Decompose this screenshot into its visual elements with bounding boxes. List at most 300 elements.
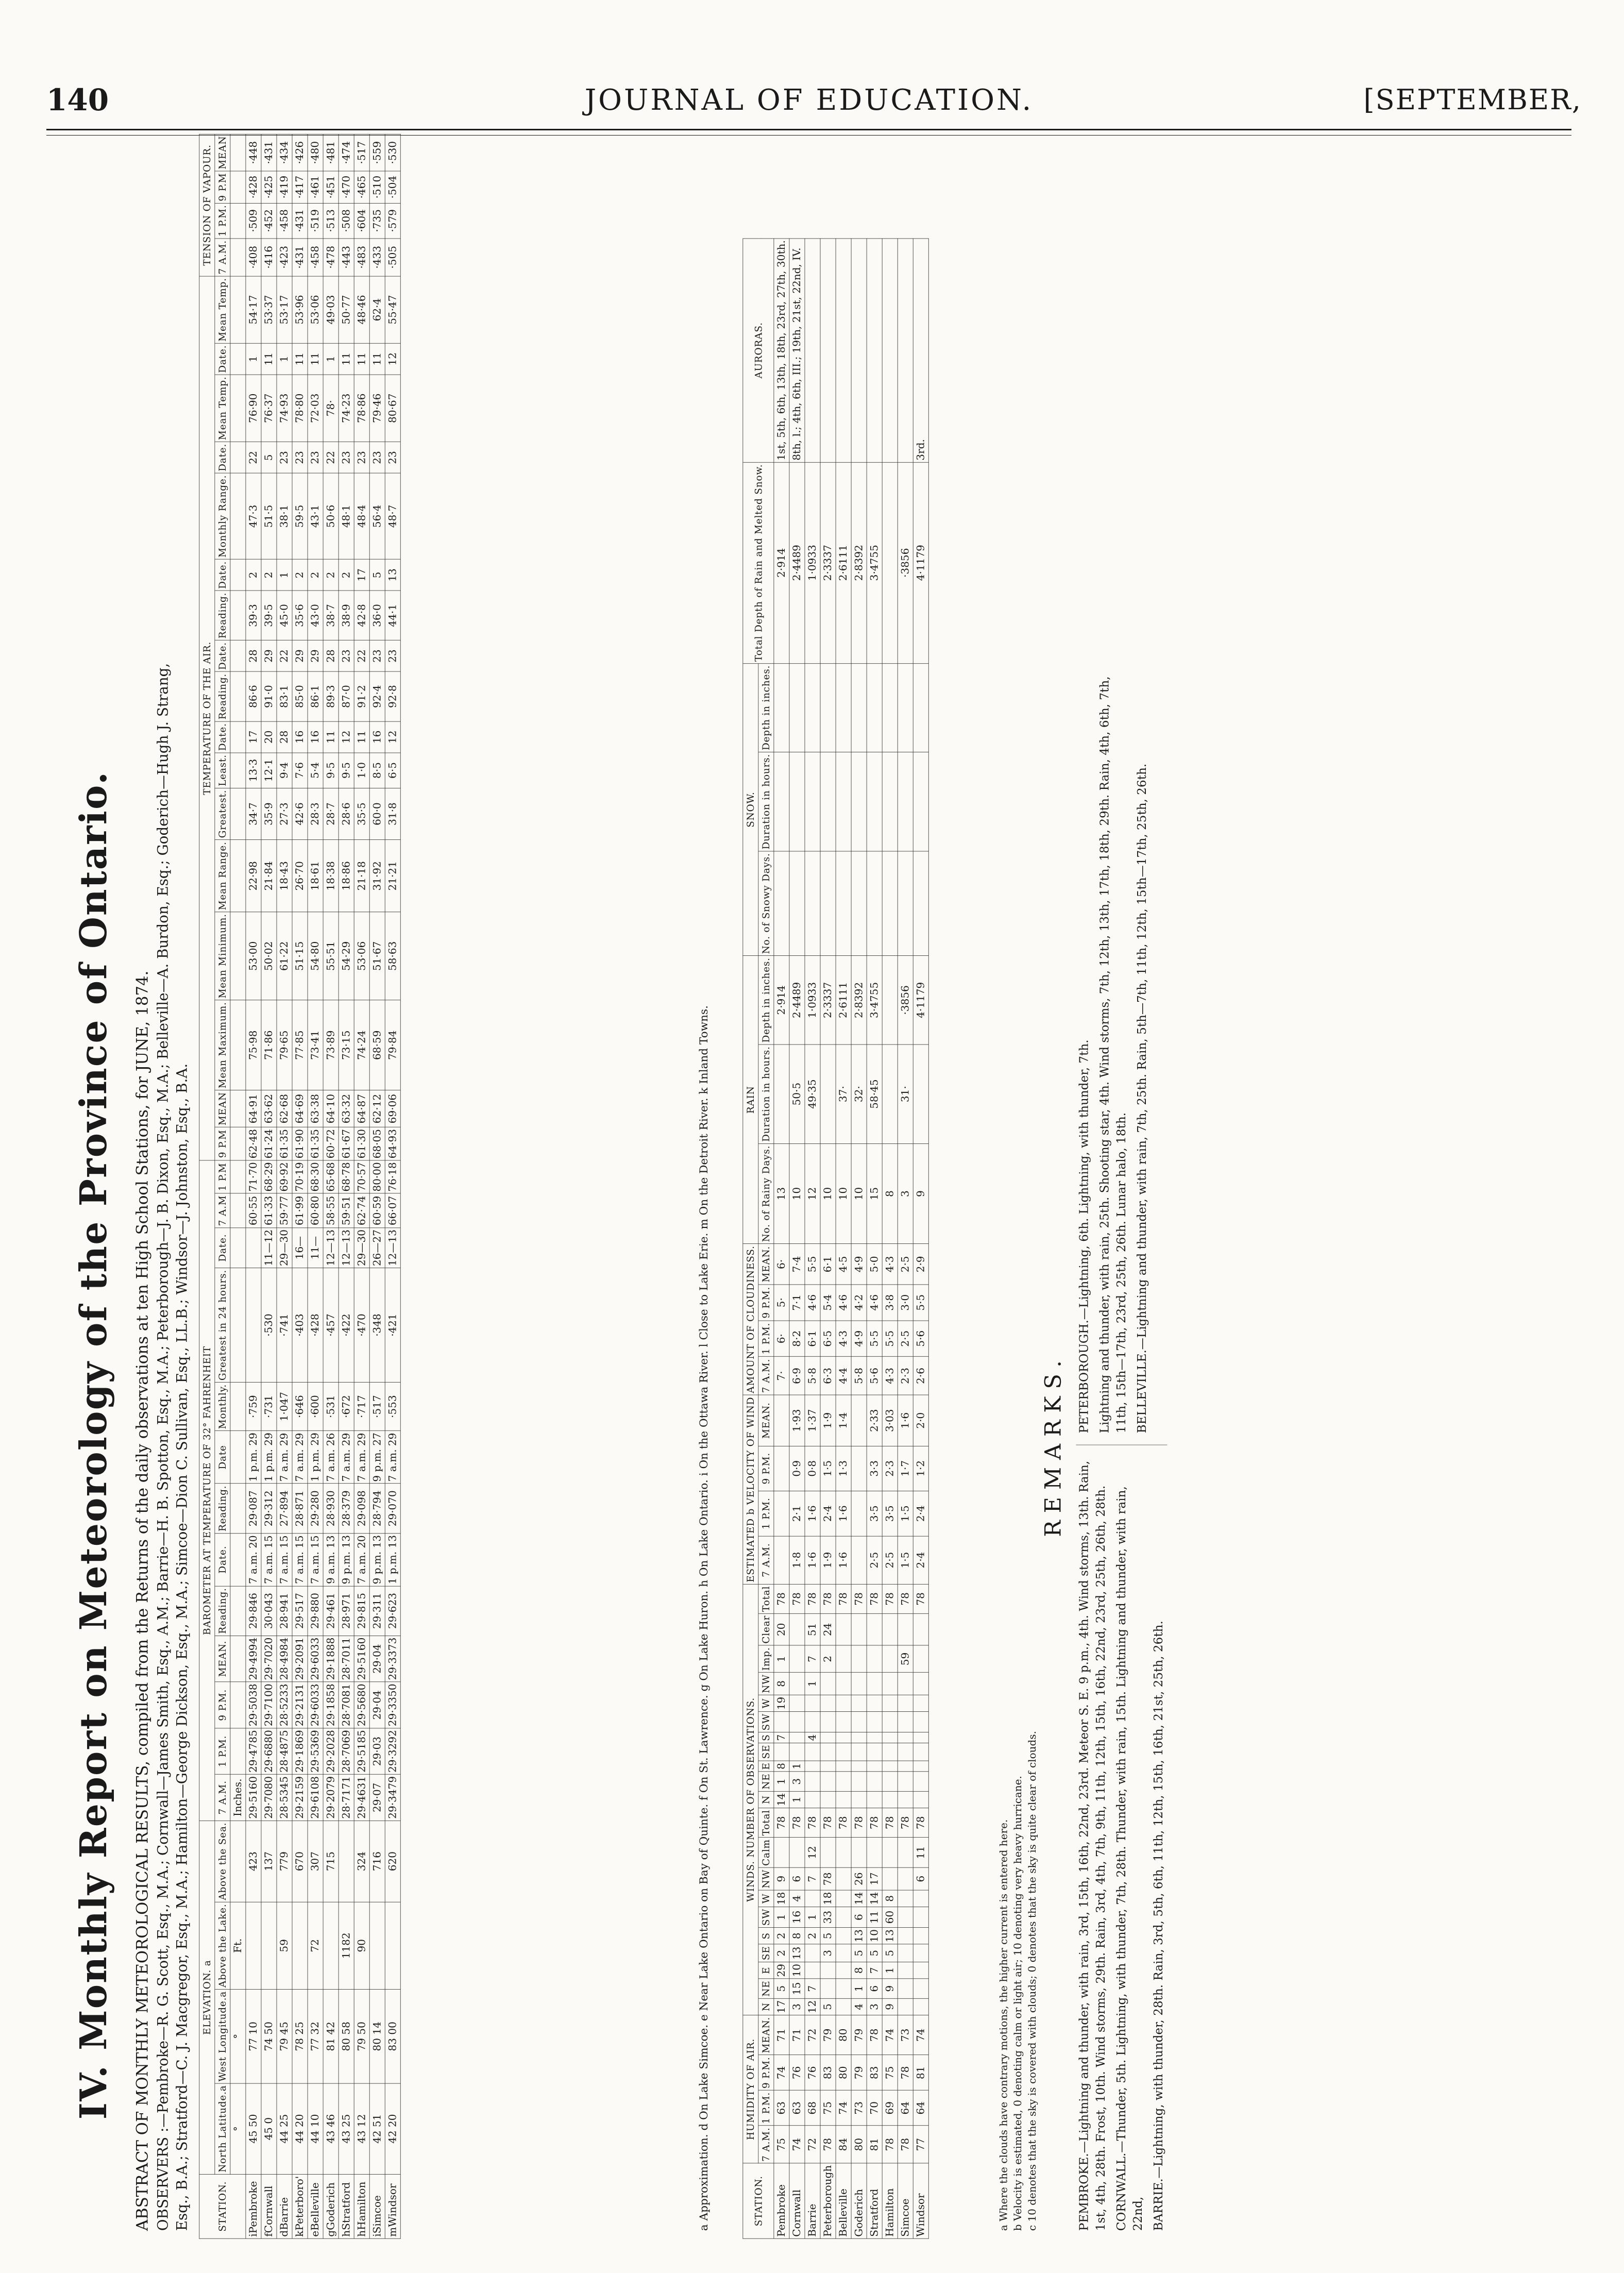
table2-column-header: N [758,1791,774,1808]
table1-cell: 55·51 [323,912,339,1000]
rotated-content-frame [72,134,1566,2247]
table1-cell: 7 a.m. 15 [308,1533,323,1586]
table1-unit-cell: Inches. [230,1774,246,1821]
table2-column-header: Duration in hours. [758,1045,774,1143]
table2-row [836,239,851,2238]
precipitation-cell [882,663,898,752]
surface-current-cell: 6 [867,1979,882,1998]
table1-cell: ·483 [354,239,369,276]
table1-cell: 29·3373 [385,1636,400,1682]
table1-cell: 17 [246,721,261,753]
table1-cell: ·510 [369,171,385,203]
table1-cell: 45·0 [277,591,292,640]
table2-column-header: Clear [758,1613,774,1645]
precipitation-cell: 2·8392 [851,462,867,663]
precipitation-cell: ·3856 [898,462,913,663]
table1-cell: 324 [354,1821,369,1902]
precipitation-cell [805,663,820,752]
table1-cell: 73·41 [308,1000,323,1090]
table1-cell: 13·3 [246,753,261,788]
table2-column-header: MEAN. [758,1395,774,1446]
cloud-motion-cell [867,1761,882,1772]
table1-cell: 76·18 [385,1160,400,1193]
table1-unit-cell [230,1431,246,1484]
surface-current-cell: 13 [789,1944,805,1962]
surface-current-cell [882,1867,898,1890]
table1-cell: 38·7 [323,591,339,640]
table1-cell: 7 a.m. 20 [354,1533,369,1586]
table1-cell: 12—13 [339,1228,354,1268]
table1-cell: ·731 [261,1383,277,1431]
table1-cell: 64·87 [354,1090,369,1127]
table1-cell: 29·03 [369,1728,385,1775]
table1-cell: 34·7 [246,788,261,840]
precipitation-cell: 13 [774,1143,789,1243]
cloud-motion-cell [867,1743,882,1761]
table1-cell: 43 12 [354,2083,369,2174]
table1-row [369,134,385,2238]
humidity-cell: 75 [774,2126,789,2163]
precipitation-cell [851,752,867,851]
table1-column-header: Least. [215,753,230,788]
precipitation-cell [836,851,851,956]
table1-cell: 48·7 [385,473,400,559]
remark-paragraph: PETERBOROUGH.—Lightning, 6th. Lightning, with thunder, 7th. [1077,1039,1091,1434]
table1-cell: 29·07 [369,1774,385,1821]
cloudiness-cell: 6· [774,1244,789,1285]
station-name: iPembroke [246,2174,261,2238]
humidity-cell: 83 [867,2055,882,2091]
wind-velocity-cell: 3·5 [867,1491,882,1536]
table1-unit-cell [230,1728,246,1775]
cloud-motion-cell [898,1743,913,1761]
humidity-cell: 80 [836,2055,851,2091]
surface-current-cell [836,1962,851,1979]
station-name: Cornwall [789,2163,805,2238]
cloudiness-cell: 5·5 [882,1321,898,1357]
wind-velocity-cell: 1·6 [805,1536,820,1584]
table1-cell: 1 p.m. 13 [385,1533,400,1586]
table1-cell: 42·8 [354,591,369,640]
table1-cell: 42 20 [385,2083,400,2174]
table1-cell: 35·6 [292,591,308,640]
table2-column-header: SE [758,1743,774,1761]
humidity-cell: 63 [774,2091,789,2126]
cloud-motion-cell [851,1743,867,1761]
cloudiness-cell: 6·1 [820,1244,836,1285]
table1-cell: 23 [369,442,385,473]
surface-current-cell: 17 [867,1867,882,1890]
table1-cell: 29·6033 [308,1682,323,1728]
table2-column-header: 1 P.M. [758,1321,774,1357]
precipitation-cell: 31· [898,1045,913,1143]
table1-cell: 61·99 [292,1193,308,1228]
table1-cell: 28·3 [308,788,323,840]
table1-cell: 29·815 [354,1586,369,1636]
cloud-motion-cell [898,1761,913,1772]
table1-column-header: 9 P.M [215,1127,230,1160]
table1-column-header: 1 P.M [215,1160,230,1193]
surface-current-cell: 78 [774,1808,789,1838]
table1-cell: ·646 [292,1383,308,1431]
table1-cell: 64·69 [292,1090,308,1127]
table2-row [867,239,882,2238]
cloud-motion-cell [882,1772,898,1791]
auroras-header: AURORAS. [743,239,774,462]
precipitation-cell: ·3856 [898,956,913,1045]
surface-current-cell [836,1838,851,1868]
table1-cell: 11 [323,721,339,753]
table1-cell: 29 [308,641,323,672]
table1-cell: 54·80 [308,912,323,1000]
table1-column-header: Date. [215,343,230,375]
table1-unit-cell [230,1193,246,1228]
wind-velocity-cell: 1·5 [820,1446,836,1491]
table1-cell: 1 [323,343,339,375]
table1-cell: 29·5185 [354,1728,369,1775]
table1-cell: 8·5 [369,753,385,788]
table1-cell: 54·29 [339,912,354,1000]
table1-column-header: Date. [215,1533,230,1586]
table1-cell: 50·02 [261,912,277,1000]
wind-velocity-cell: 1·9 [820,1536,836,1584]
table2-row [774,239,789,2238]
precipitation-cell [774,851,789,956]
cloudiness-cell: 6·9 [789,1357,805,1395]
cloudiness-cell: 6·1 [805,1321,820,1357]
precipitation-cell [882,1045,898,1143]
surface-current-cell: 78 [867,1808,882,1838]
table1-cell: 53·37 [261,276,277,343]
cloud-motion-cell [851,1695,867,1711]
table1-cell: 29·5369 [308,1728,323,1775]
surface-current-cell [913,1928,928,1944]
table1-cell: 12 [339,721,354,753]
table1-cell: ·604 [354,203,369,239]
surface-current-cell [898,1944,913,1962]
cloud-motion-cell: 7 [805,1645,820,1673]
cloud-motion-cell [867,1732,882,1743]
table1-cell: 29·5160 [354,1636,369,1682]
table1-cell: 29—30 [277,1228,292,1268]
table1-cell: ·451 [323,171,339,203]
station-name: mWindsor [385,2174,400,2238]
table1-cell: 29·7080 [261,1774,277,1821]
table1-cell: 2 [323,559,339,591]
table1-cell: 45 50 [246,2083,261,2174]
surface-current-cell: 33 [820,1907,836,1927]
humidity-cell: 74 [774,2055,789,2091]
surface-current-cell: 2 [774,1928,789,1944]
cloud-motion-cell [805,1791,820,1808]
table1-cell: 70·19 [292,1160,308,1193]
table1-cell: 28·5233 [277,1682,292,1728]
table1-cell: 59·51 [339,1193,354,1228]
rain-header: RAIN [743,956,758,1244]
precipitation-cell: 10 [836,1143,851,1243]
table1-cell: 29·5680 [354,1682,369,1728]
table1-cell: 62·68 [277,1090,292,1127]
footnote-c: c 10 denotes that the sky is covered with clouds; 0 denotes that the sky is quite clear of clouds. [1026,1730,1039,2231]
table1-cell: ·426 [292,134,308,171]
table1-cell: 50·6 [323,473,339,559]
table1-cell: 72 [308,1902,323,1989]
table1-cell: 77 32 [308,1990,323,2084]
cloud-motion-cell [820,1761,836,1772]
table2-column-header: 1 P.M. [758,2091,774,2126]
surface-current-cell: 1 [774,1907,789,1927]
cloud-motion-cell: 1 [774,1772,789,1791]
table1-cell: 80 58 [339,1990,354,2084]
cloudiness-cell: 3·0 [898,1285,913,1321]
table1-cell: 22 [354,641,369,672]
table1-cell: ·408 [246,239,261,276]
table1-cell: ·513 [323,203,339,239]
table1-column-header: Date. [215,1228,230,1268]
station-name: Simcoe [898,2163,913,2238]
table1-cell: 1182 [339,1902,354,1989]
table1-cell: 61·22 [277,912,292,1000]
cloud-motion-cell: 78 [820,1584,836,1613]
table1-cell: 29 [261,641,277,672]
aurora-dates [882,239,898,462]
wind-velocity-cell: 2·33 [867,1395,882,1446]
humidity-cell: 79 [820,2015,836,2055]
table1-cell: 16 [369,721,385,753]
cloud-motion-cell [913,1791,928,1808]
surface-current-cell [898,1928,913,1944]
cloud-motion-cell: 78 [882,1584,898,1613]
wind-velocity-cell: 2·4 [913,1491,928,1536]
surface-current-cell [913,1979,928,1998]
table1-cell: 9 p.m. 13 [339,1533,354,1586]
snow-header: SNOW. [743,663,758,955]
table1-cell: 21·84 [261,840,277,912]
table1-cell: 23 [292,442,308,473]
table1-cell: 61·67 [339,1127,354,1160]
surface-current-cell: 9 [774,1867,789,1890]
cloud-motion-cell [882,1645,898,1673]
cloud-motion-cell [789,1613,805,1645]
table1-cell: 74 50 [261,1990,277,2084]
table1-column-header: MEAN [215,1090,230,1127]
table2-column-header: W [758,1695,774,1711]
aurora-dates [805,239,820,462]
table2-column-header: W [758,1890,774,1907]
surface-current-cell: 3 [789,1998,805,2015]
table1-cell: ·428 [246,171,261,203]
table1-row [246,134,261,2238]
cloud-motion-cell: 78 [774,1584,789,1613]
precipitation-cell: 50·5 [789,1045,805,1143]
table1-cell: 51·67 [369,912,385,1000]
table1-unit-cell [230,840,246,912]
table1-cell: 29·2079 [323,1774,339,1821]
cloud-motion-cell [913,1712,928,1732]
surface-current-cell: 3 [867,1998,882,2015]
table1-cell: 29·2091 [292,1636,308,1682]
table1-column-header: 1 P.M. [215,1728,230,1775]
surface-current-cell: 2 [805,1928,820,1944]
table1-unit-cell [230,1533,246,1586]
cloudiness-cell: 5·5 [805,1244,820,1285]
table1-cell: 78· [323,375,339,442]
cloud-motion-cell [836,1673,851,1695]
table1-cell: 74·23 [339,375,354,442]
surface-current-cell [836,1979,851,1998]
station-name: kPeterboro' [292,2174,308,2238]
table1-cell: 7 a.m. 29 [354,1431,369,1484]
surface-current-cell: 14 [867,1890,882,1907]
surface-current-cell: 7 [867,1962,882,1979]
surface-current-cell: 14 [851,1890,867,1907]
cloud-motion-cell [898,1791,913,1808]
cloud-motion-cell [805,1761,820,1772]
cloud-motion-cell [836,1791,851,1808]
cloud-motion-cell [882,1761,898,1772]
humidity-cell: 78 [882,2126,898,2163]
surface-current-cell: 2 [774,1944,789,1962]
cloudiness-cell: 7·1 [789,1285,805,1321]
aurora-dates [820,239,836,462]
cloud-motion-cell [836,1743,851,1761]
surface-current-cell [913,1962,928,1979]
precipitation-cell: 49·35 [805,1045,820,1143]
cloud-motion-cell [851,1791,867,1808]
humidity-cell: 64 [913,2091,928,2126]
wind-velocity-cell: 2·0 [913,1395,928,1446]
precipitation-cell: 10 [820,1143,836,1243]
remarks-heading: REMARKS. [1040,1353,1067,1537]
cloudiness-cell: 2·5 [898,1321,913,1357]
table1-cell: 80·67 [385,375,400,442]
aurora-dates: 3rd. [913,239,928,462]
remark-paragraph: CORNWALL.—Thunder, 5th. Lightning, with thunder, 7th, 28th. Thunder, with rain, 15th. Lightning and thunder, with rain, 22nd, [1114,1486,1145,2231]
table1-cell: 1 p.m. 29 [246,1431,261,1484]
surface-current-cell: 10 [789,1962,805,1979]
table1-cell: 7 a.m. 29 [277,1431,292,1484]
cloud-motion-cell: 14 [774,1791,789,1808]
table1-cell: 62·48 [246,1127,261,1160]
cloud-motion-cell [882,1613,898,1645]
table1-cell: 29·04 [369,1682,385,1728]
table1-cell: 7 a.m. 15 [292,1533,308,1586]
table2-column-header: N [758,1998,774,2015]
table1-cell: 48·46 [354,276,369,343]
table1-cell: 12—13 [323,1228,339,1268]
surface-current-cell [898,1838,913,1868]
table1-cell: 81 42 [323,1990,339,2084]
report-title: IV. Monthly Report on Meteorology of the Province of Ontario. [72,770,115,2120]
table1-cell: 11—12 [261,1228,277,1268]
surface-current-cell: 5 [882,1944,898,1962]
table1-cell: 11 [308,343,323,375]
precipitation-cell [774,752,789,851]
table1-cell: 7 a.m. 29 [339,1431,354,1484]
table1-unit-cell [230,753,246,788]
table1-unit-cell [230,239,246,276]
humidity-cell: 79 [851,2055,867,2091]
cloud-motion-cell [898,1772,913,1791]
report-abstract: ABSTRACT OF MONTHLY METEOROLOGICAL RESULTS, compiled from the Returns of the daily observations at ten High School Stations, for JUNE, 1874. [133,970,152,2231]
table1-cell: 53·00 [246,912,261,1000]
table2-column-header: S [758,1732,774,1743]
cloud-motion-cell [867,1645,882,1673]
table1-cell: ·422 [339,1268,354,1382]
table1-cell [246,1268,261,1382]
table1-column-header: Reading. [215,1484,230,1533]
precipitation-cell: 3·4755 [867,462,882,663]
cloudiness-cell: 5·5 [913,1285,928,1321]
table1-cell: ·443 [339,239,354,276]
table2-column-header: No. of Rainy Days. [758,1143,774,1243]
table1-cell: ·403 [292,1268,308,1382]
table1-cell: 29·2159 [292,1774,308,1821]
table1-cell: ·517 [354,134,369,171]
wind-velocity-cell [851,1395,867,1446]
station-name: Goderich [851,2163,867,2238]
surface-current-cell [805,1944,820,1962]
cloud-motion-cell: 3 [789,1772,805,1791]
header-rule [46,129,1571,130]
surface-current-cell: 26 [851,1867,867,1890]
table1-row [323,134,339,2238]
cloud-motion-cell [836,1695,851,1711]
surface-current-cell: 1 [851,1979,867,1998]
table1-cell: 9 a.m. 13 [323,1533,339,1586]
precipitation-cell: 2·914 [774,956,789,1045]
table1-cell: 5·4 [308,753,323,788]
cloud-motion-cell [913,1673,928,1695]
table1-cell: 18·43 [277,840,292,912]
cloudiness-cell: 4·3 [882,1357,898,1395]
table1-unit-cell: Ft. [230,1902,246,1989]
cloudiness-cell: 4·9 [851,1321,867,1357]
cloudiness-cell: 5·6 [913,1321,928,1357]
precipitation-cell [820,851,836,956]
cloud-motion-cell [836,1613,851,1645]
table1-cell: ·461 [308,171,323,203]
humidity-cell: 80 [836,2015,851,2055]
surface-current-cell: 78 [820,1808,836,1838]
precipitation-cell [836,663,851,752]
remark-paragraph: PEMBROKE.—Lightning and thunder, with rain, 3rd, 15th, 16th, 22nd, 23rd. Meteor S. E. 9 p.m., 4th. Wind storms, 13th. Rain, 1st, 4th, 28th. Frost, 10th. Wind storms, 29th. Rain, 3rd, 4th, 7th, 9th, 11th, 12th, 15th, 16th, 22nd, 23rd, 25th, 26th, 28th. [1077,1460,1108,2231]
table1-cell: 72·03 [308,375,323,442]
surface-current-cell: 29 [774,1962,789,1979]
precipitation-cell [820,1045,836,1143]
table1-cell: 35·5 [354,788,369,840]
table1-cell: 29·5038 [246,1682,261,1728]
table1-cell: ·416 [261,239,277,276]
table1-cell: 51·15 [292,912,308,1000]
table1-cell: 53·06 [354,912,369,1000]
precipitation-cell [789,851,805,956]
surface-current-cell: 5 [820,1928,836,1944]
station-name: hStratford [339,2174,354,2238]
aurora-dates [851,239,867,462]
table1-cell: 29·1888 [323,1636,339,1682]
table1-cell: 307 [308,1821,323,1902]
table1-cell: 60·80 [308,1193,323,1228]
cloud-motion-cell [805,1743,820,1761]
cloud-motion-cell [774,1712,789,1732]
cloud-motion-cell: 7 [774,1732,789,1743]
surface-current-cell: 4 [789,1890,805,1907]
wind-velocity-cell: 2·4 [820,1491,836,1536]
table1-cell: 36·0 [369,591,385,640]
table1-row [354,134,369,2238]
precipitation-cell: 4·1179 [913,956,928,1045]
